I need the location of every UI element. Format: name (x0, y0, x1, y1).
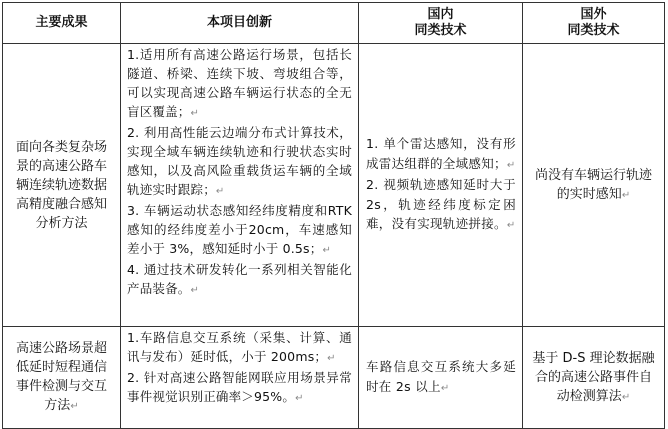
cell-paragraph: 1.车路信息交互系统（采集、计算、通讯与发布）延时低，小于 200ms；↵ (127, 330, 352, 364)
header-line: 本项目创新 (206, 15, 272, 30)
header-line: 主要成果 (35, 15, 88, 30)
cell-paragraph: 4. 通过技术研发转化一系列相关智能化产品装备。↵ (127, 262, 352, 296)
cell-paragraph: 1.适用所有高速公路运行场景，包括长隧道、桥梁、连续下坡、弯坡组合等，可以实现高速公路车辆运行状态的全无盲区覆盖；↵ (127, 47, 352, 119)
paragraph-mark: ↵ (190, 108, 200, 119)
comparison-table (2, 2, 665, 429)
domestic-cell (359, 44, 523, 327)
paragraph-mark: ↵ (440, 382, 450, 394)
achievement-cell (3, 327, 121, 429)
cell-paragraph: 1. 单个雷达感知，没有形成雷达组群的全域感知；↵ (366, 136, 516, 171)
innovation-cell (121, 327, 359, 429)
header-domestic (359, 3, 523, 44)
cell-paragraph: 2. 利用高性能云边端分布式计算技术，实现全域车辆连续轨迹和行驶状态实时感知，以及高风险重载货运车辆的全域轨迹实时跟踪；↵ (127, 125, 352, 197)
domestic-cell (359, 327, 523, 429)
cell-paragraph: 2. 针对高速公路智能网联应用场景异常事件视觉识别正确率＞95%。↵ (127, 370, 352, 404)
header-line: 同类技术 (567, 23, 620, 38)
header-line: 国外 (580, 7, 607, 22)
foreign-cell (523, 44, 665, 327)
foreign-cell (523, 327, 665, 429)
cell-text: 基于 D-S 理论数据融合的高速公路事件自动检测算法↵ (532, 350, 655, 404)
cell-paragraph: 2. 视频轨迹感知延时大于 2s，轨迹经纬度标定困难，没有实现轨迹拼接。↵ (366, 177, 516, 232)
cell-paragraph: 车路信息交互系统大多延时在 2s 以上↵ (366, 359, 516, 394)
table-row (3, 44, 665, 327)
paragraph-mark: ↵ (621, 189, 631, 201)
achievement-cell (3, 44, 121, 327)
paragraph-mark: ↵ (506, 220, 516, 232)
cell-paragraph: 3. 车辆运动状态感知经纬度精度和RTK感知的经纬度差小于20cm，车速感知差小于 3%，感知延时小于 0.5s；↵ (127, 203, 352, 256)
header-foreign (523, 3, 665, 44)
cell-text: 尚没有车辆运行轨迹的实时感知↵ (534, 167, 652, 202)
header-innovation (121, 3, 359, 44)
innovation-cell (121, 44, 359, 327)
paragraph-mark: ↵ (322, 245, 332, 256)
paragraph-mark: ↵ (506, 159, 516, 171)
table-row (3, 327, 665, 429)
cell-text: 高速公路场景超低延时短程通信事件检测与交互方法↵ (15, 341, 107, 413)
header-row (3, 3, 665, 44)
paragraph-mark: ↵ (295, 393, 304, 404)
paragraph-mark: ↵ (215, 186, 225, 197)
paragraph-mark: ↵ (621, 391, 631, 403)
header-achievement (3, 3, 121, 44)
header-line: 同类技术 (414, 23, 467, 38)
paragraph-mark: ↵ (70, 401, 79, 412)
header-line: 国内 (427, 7, 454, 22)
paragraph-mark: ↵ (190, 285, 200, 296)
cell-text: 面向各类复杂场景的高速公路车辆连续轨迹数据高精度融合感知分析方法 (15, 139, 107, 231)
paragraph-mark: ↵ (327, 353, 336, 364)
